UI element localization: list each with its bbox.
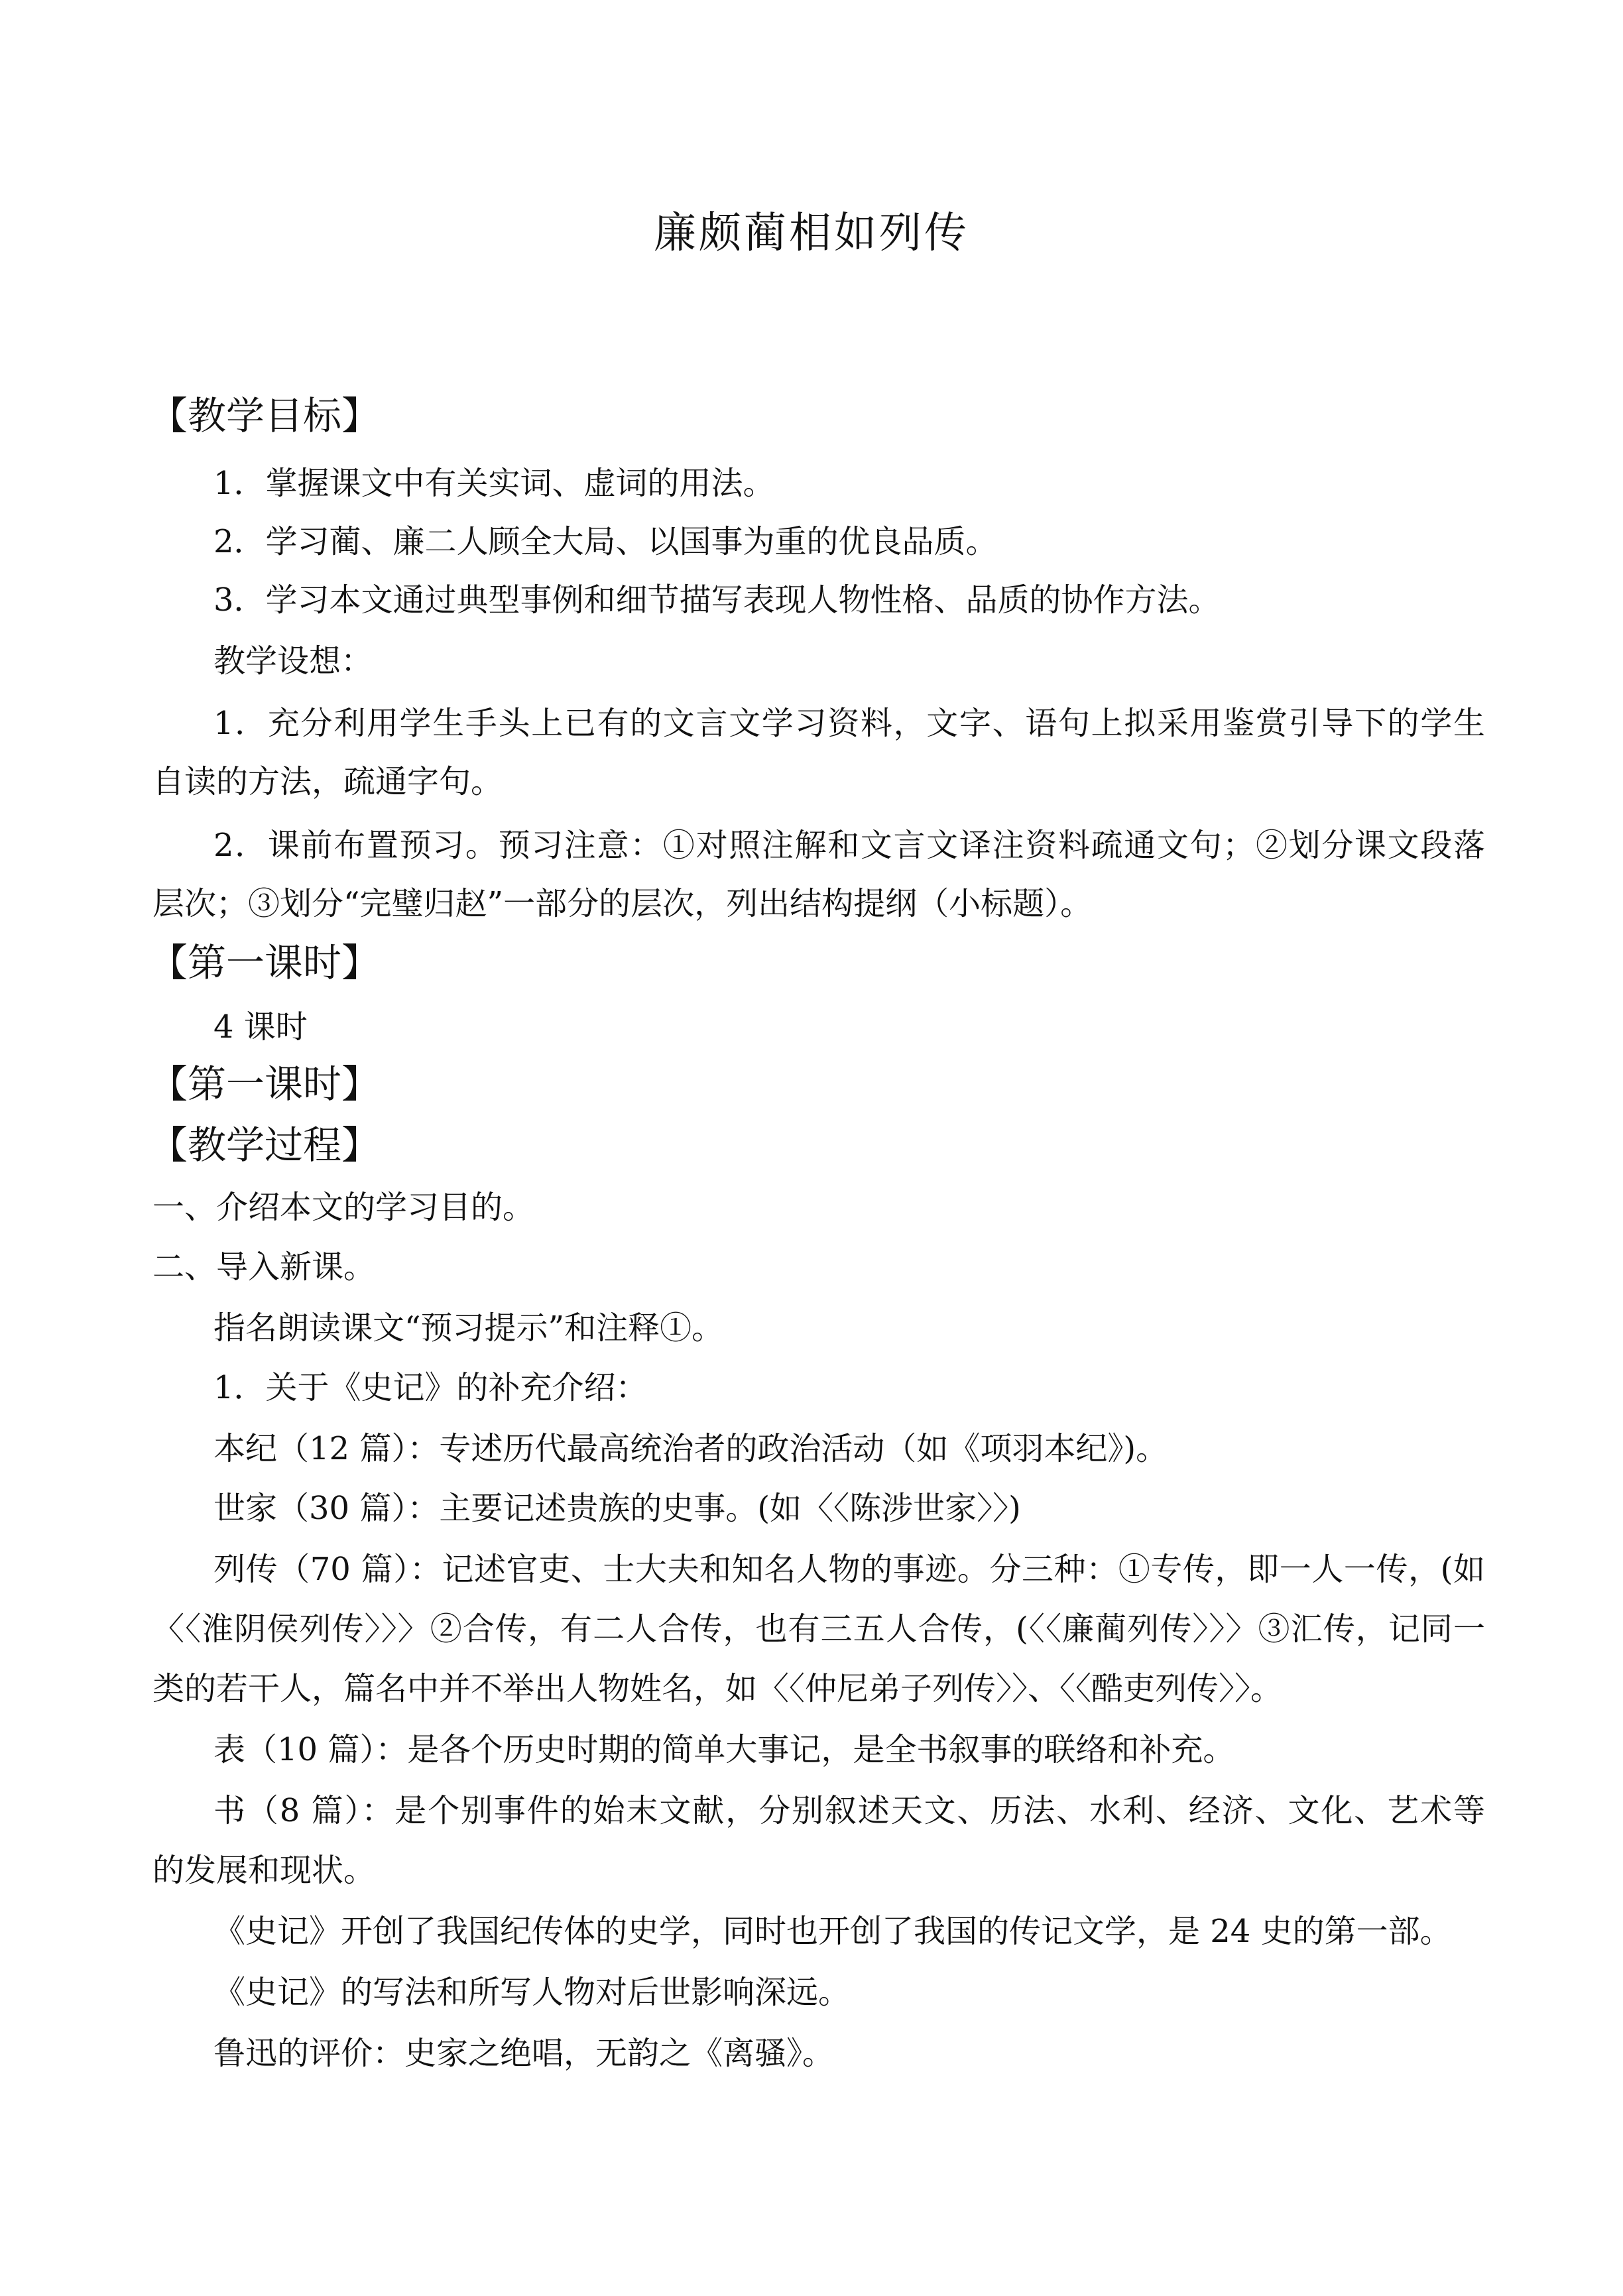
shiji-biao: 表（10 篇）：是各个历史时期的简单大事记，是全书叙事的联络和补充。 [213,1731,1235,1768]
shiji-liezhuan-line1: 列传（70 篇）：记述官吏、士大夫和知名人物的事迹。分三种：①专传，即一人一传，(如 [213,1551,1485,1588]
shiji-shu-line1: 书（8 篇）：是个别事件的始末文献，分别叙述天文、历法、水利、经济、文化、艺术等 [213,1792,1485,1829]
shiji-benji: 本纪（12 篇）：专述历代最高统治者的政治活动（如《项羽本纪》)。 [213,1430,1168,1467]
lesson-hours: 4 课时 [213,1008,308,1046]
process-step-2: 二、导入新课。 [152,1248,376,1286]
goal-item-1: 1．掌握课文中有关实词、虚词的用法。 [213,465,775,502]
luxun-evaluation: 鲁迅的评价：史家之绝唱，无韵之《离骚》。 [213,2035,835,2072]
design-item-2-line2: 层次；③划分“完璧归赵”一部分的层次，列出结构提纲（小标题）。 [152,885,1093,922]
heading-teaching-goals: 【教学目标】 [149,393,381,438]
process-step-1: 一、介绍本文的学习目的。 [152,1189,535,1226]
heading-lesson-1-repeat: 【第一课时】 [149,1061,381,1107]
shiji-intro: 1．关于《史记》的补充介绍： [213,1369,648,1406]
heading-teaching-process: 【教学过程】 [149,1122,381,1168]
goal-item-3: 3．学习本文通过典型事例和细节描写表现人物性格、品质的协作方法。 [213,581,1221,619]
page-title: 廉颇蔺相如列传 [654,209,969,258]
shiji-liezhuan-line3: 类的若干人，篇名中并不举出人物姓名，如〈〈仲尼弟子列传〉〉、〈〈酷吏列传〉〉。 [152,1670,1283,1707]
goal-item-2: 2．学习蔺、廉二人顾全大局、以国事为重的优良品质。 [213,523,998,560]
design-label: 教学设想： [213,642,373,680]
heading-lesson-1: 【第一课时】 [149,940,381,985]
shiji-significance: 《史记》开创了我国纪传体的史学，同时也开创了我国的传记文学，是 24 史的第一部。 [213,1913,1452,1950]
shiji-shijia: 世家（30 篇）：主要记述贵族的史事。(如〈〈陈涉世家〉〉) [213,1490,1021,1527]
shiji-liezhuan-line2: 〈〈淮阴侯列传〉〉〉②合传，有二人合传，也有三五人合传，(〈〈廉蔺列传〉〉〉③汇传，记同一 [152,1610,1485,1648]
design-item-1-line2: 自读的方法，疏通字句。 [152,763,503,800]
design-item-1-line1: 1．充分利用学生手头上已有的文言文学习资料，文字、语句上拟采用鉴赏引导下的学生 [213,705,1485,742]
design-item-2-line1: 2．课前布置预习。预习注意：①对照注解和文言文译注资料疏通文句；②划分课文段落 [213,827,1485,864]
shiji-shu-line2: 的发展和现状。 [152,1852,376,1889]
read-aloud-instruction: 指名朗读课文“预习提示”和注释①。 [213,1309,724,1347]
shiji-influence: 《史记》的写法和所写人物对后世影响深远。 [213,1974,851,2011]
